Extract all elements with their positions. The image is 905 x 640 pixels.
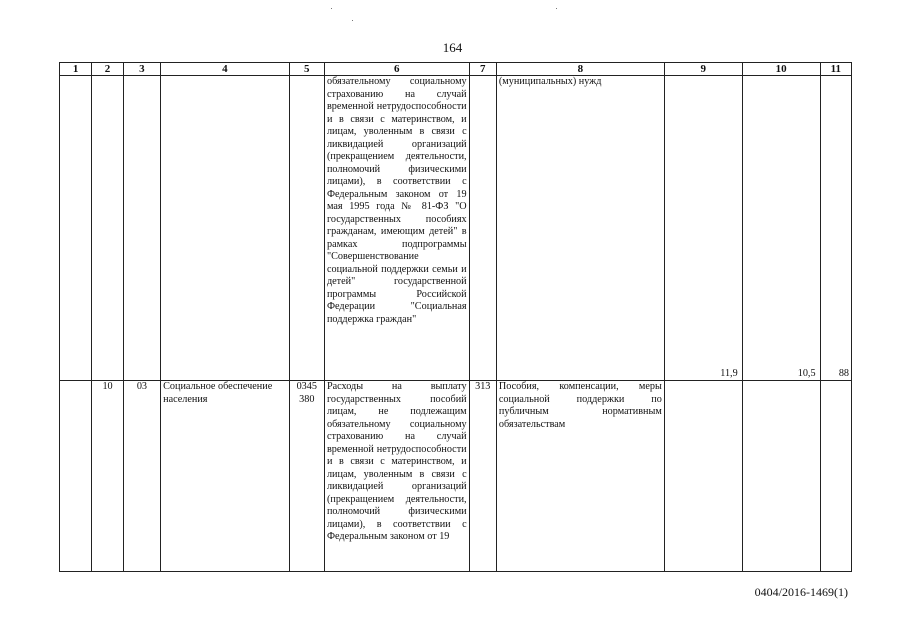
column-header: 9	[664, 63, 742, 76]
percent-cell	[820, 381, 851, 572]
table-cell	[123, 76, 160, 381]
column-header: 6	[324, 63, 469, 76]
page-number: 164	[442, 40, 463, 55]
amount-cell	[742, 381, 820, 572]
section-name-cell: Социальное обеспечение населения	[161, 381, 289, 572]
table-cell	[92, 76, 123, 381]
column-header: 1	[60, 63, 92, 76]
expense-description-cell: Расходы на выплату государственных пособий лицам, не подлежащим обязательному социальному страхованию на случай временной нетрудоспособности и в связи с материнством, и лицам, уволенным в связи с ликвидацией организаций (прекращением деятельности, полномочий физическими лицами), в соответствии с Федеральным законом от 19	[324, 381, 469, 572]
expense-type-cell: Пособия, компенсации, меры социальной поддержки по публичным нормативным обязательствам	[496, 381, 664, 572]
table-row	[60, 76, 852, 381]
table-cell	[161, 76, 289, 381]
table-cell	[60, 76, 92, 381]
column-header: 11	[820, 63, 851, 76]
amount-cell: 11,9	[664, 76, 742, 381]
document-id: 0404/2016-1469(1)	[754, 585, 848, 599]
expense-type-code-cell: 313	[469, 381, 496, 572]
column-header: 5	[289, 63, 324, 76]
percent-cell: 88	[820, 76, 851, 381]
budget-table	[59, 62, 852, 572]
column-header: 8	[496, 63, 664, 76]
expense-type-cell: (муниципальных) нужд	[496, 76, 664, 381]
table-row	[60, 381, 852, 572]
target-code-cell: 0345 380	[289, 381, 324, 572]
table-cell	[469, 76, 496, 381]
section-code-cell: 10	[92, 381, 123, 572]
expense-description-cell: обязательному социальному страхованию на случай временной нетрудоспособности и в связи с материнством, и лицам, уволенным в связи с ликвидацией организаций (прекращением деятельности, полномочий физическими лицами), в соответствии с Федеральным законом от 19 мая 1995 года № 81-ФЗ "О государственных пособиях гражданам, имеющим детей" в рамках подпрограммы "Совершенствование социальной поддержки семьи и детей" государственной программы Российской Федерации "Социальная поддержка граждан"	[324, 76, 469, 381]
subsection-code-cell: 03	[123, 381, 160, 572]
amount-cell	[664, 381, 742, 572]
column-header: 3	[123, 63, 160, 76]
column-header: 4	[161, 63, 289, 76]
table-cell	[60, 381, 92, 572]
amount-cell: 10,5	[742, 76, 820, 381]
column-header: 10	[742, 63, 820, 76]
column-header: 7	[469, 63, 496, 76]
column-header: 2	[92, 63, 123, 76]
header-row	[60, 63, 852, 76]
table-cell	[289, 76, 324, 381]
